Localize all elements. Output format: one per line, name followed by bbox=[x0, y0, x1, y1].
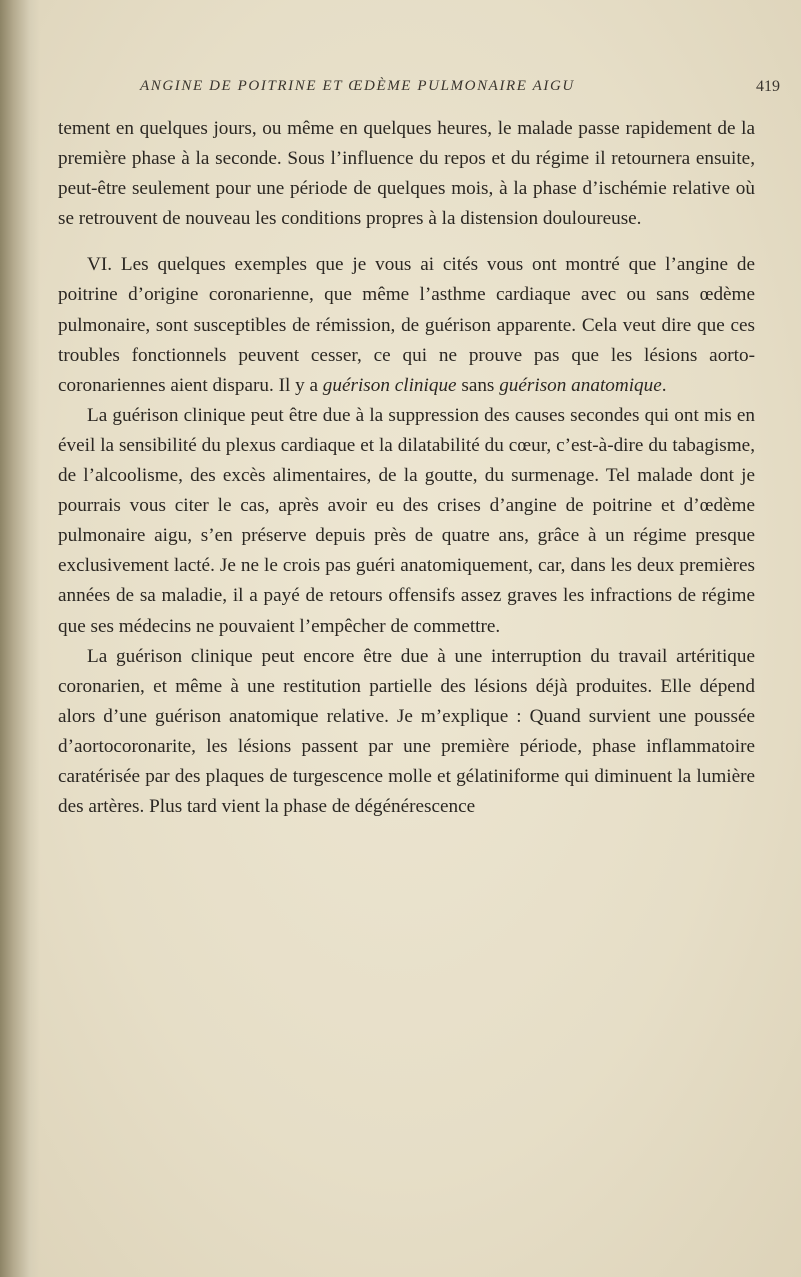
paragraph-anatomical-cure: La guérison clinique peut encore être due à une interruption du travail artéritique coronarien, et même à une restitution partielle des lésions déjà produites. Elle dépend alors d’une guérison anatomique relative. Je m’explique : Quand survient une poussée d’aortocoronarite, les lésions passent par une première période, phase inflammatoire caratérisée par des plaques de turgescence molle et gélatiniforme qui diminuent la lumière des artères. Plus tard vient la phase de dégénérescence bbox=[58, 645, 755, 818]
paragraph-continuation: tement en quelques jours, ou même en quelques heures, le malade passe rapidement de la première phase à la seconde. Sous l’influence du repos et du régime il retournera ensuite, peut-être seulement pour une période de quelques mois, à la phase d’ischémie relative où se retrouvent de nouveau les conditions propres à la distension douloureuse. bbox=[58, 118, 755, 230]
page-header bbox=[140, 78, 780, 102]
paragraph-text: sans bbox=[456, 374, 500, 396]
body-text bbox=[58, 114, 755, 822]
paragraph-text: VI. Les quelques exemples que je vous ai cités vous ont montré que l’angine de poitrine d’origine coronarienne, que même l’asthme cardiaque avec ou sans œdème pulmonaire, sont susceptibles de rémission, de guérison apparente. Cela veut dire que ces troubles fonctionnels peuvent cesser, ce qui ne prouve pas que les lésions aorto-coronariennes aient disparu. Il y a bbox=[58, 254, 755, 396]
section-gap bbox=[58, 234, 755, 250]
italic-term: guérison clinique bbox=[322, 374, 457, 396]
page-number: 419 bbox=[756, 78, 780, 95]
paragraph-clinical-cure: La guérison clinique peut être due à la suppression des causes secondes qui ont mis en éveil la sensibilité du plexus cardiaque et la dilatabilité du cœur, c’est-à-dire du tabagisme, de l’alcoolisme, des excès alimentaires, de la goutte, du surmenage. Tel malade dont je pourrais vous citer le cas, après avoir eu des crises d’angine de poitrine et d’œdème pulmonaire aigu, s’en préserve depuis près de quatre ans, grâce à un régime presque exclusivement lacté. Je ne le crois pas guéri anatomiquement, car, dans les deux premières années de sa maladie, il a payé de retours offensifs assez graves les infractions de régime que ses médecins ne pouvaient l’empêcher de commettre. bbox=[58, 404, 755, 637]
paragraph-text: . bbox=[661, 374, 667, 396]
running-title: ANGINE DE POITRINE ET ŒDÈME PULMONAIRE AIGU bbox=[140, 78, 575, 94]
binding-shadow bbox=[0, 0, 40, 1277]
italic-term: guérison anatomique bbox=[499, 374, 662, 396]
paragraph-section-vi bbox=[58, 250, 755, 400]
